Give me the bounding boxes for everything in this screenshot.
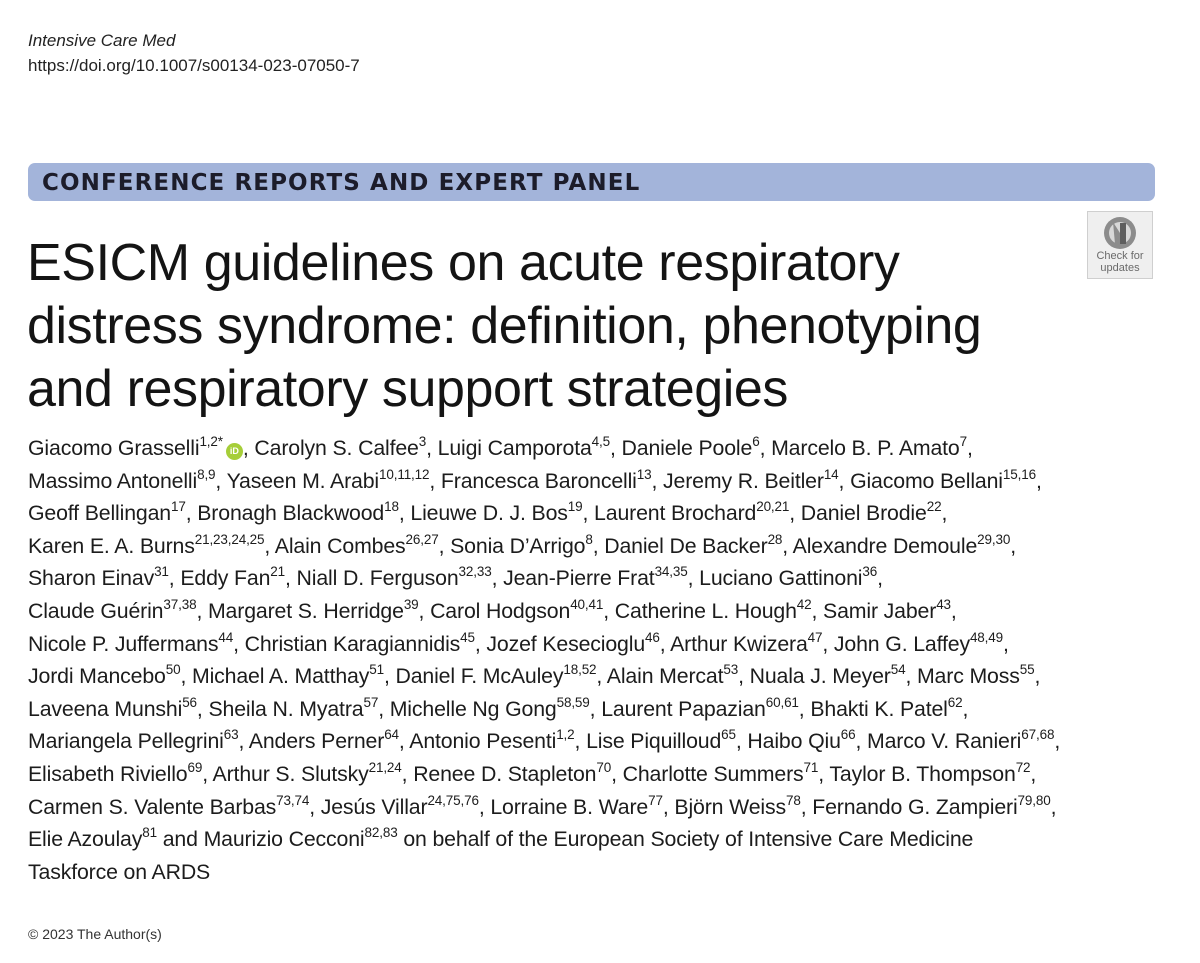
affiliation-superscript: 69 [187, 759, 203, 775]
author-text: , Bronagh Blackwood [185, 501, 385, 526]
affiliation-superscript: 79,80 [1017, 792, 1051, 808]
author-text: Sharon Einav [28, 566, 155, 591]
affiliation-superscript: 72 [1015, 759, 1031, 775]
author-text: , Daniel F. McAuley [383, 664, 564, 689]
author-text: , Marcelo B. P. Amato [759, 436, 960, 460]
affiliation-superscript: 42 [796, 596, 812, 612]
affiliation-superscript: 51 [369, 662, 384, 678]
author-text: , Charlotte Summers [611, 761, 804, 786]
author-text: , Anders Perner [238, 729, 385, 754]
author-text: , Daniel Brodie [789, 501, 927, 526]
author-text: , Daniele Poole [610, 436, 753, 460]
affiliation-superscript: 44 [218, 629, 234, 645]
affiliation-superscript: 10,11,12 [379, 466, 430, 482]
author-text: , Renee D. Stapleton [401, 761, 597, 786]
author-text: , Laurent Brochard [582, 501, 757, 526]
affiliation-superscript: 50 [165, 662, 181, 678]
affiliation-superscript: 13 [636, 466, 652, 482]
affiliation-superscript: 1,2 [556, 727, 575, 743]
affiliation-superscript: 18 [384, 499, 399, 515]
author-list [28, 432, 1148, 888]
copyright-notice: © 2023 The Author(s) [28, 926, 162, 942]
affiliation-superscript: 1,2* [199, 434, 223, 449]
author-text: , [1054, 729, 1061, 754]
affiliation-superscript: 43 [936, 596, 951, 612]
check-updates-icon [1103, 216, 1137, 250]
affiliation-superscript: 21,23,24,25 [194, 531, 265, 547]
author-line [28, 823, 1148, 856]
author-text: , Michael A. Matthay [180, 664, 370, 689]
author-text: Jordi Mancebo [28, 664, 166, 689]
affiliation-superscript: 73,74 [276, 792, 310, 808]
affiliation-superscript: 26,27 [405, 531, 439, 547]
author-text: , Jozef Kesecioglu [474, 631, 646, 656]
check-updates-label-2: updates [1100, 262, 1140, 274]
author-text: , [877, 566, 883, 591]
author-text: Elisabeth Riviello [28, 761, 188, 786]
affiliation-superscript: 22 [926, 499, 942, 515]
affiliation-superscript: 4,5 [591, 434, 610, 449]
author-text: Elie Azoulay [28, 827, 143, 852]
affiliation-superscript: 64 [384, 727, 399, 743]
author-text: , Marc Moss [905, 664, 1020, 689]
affiliation-superscript: 60,61 [765, 694, 799, 710]
author-text: , Christian Karagiannidis [233, 631, 461, 656]
affiliation-superscript: 82,83 [364, 825, 398, 841]
affiliation-superscript: 67,68 [1021, 727, 1055, 743]
affiliation-superscript: 56 [182, 694, 197, 710]
author-text: , Samir Jaber [811, 598, 937, 623]
author-text: Laveena Munshi [28, 696, 183, 721]
author-line [28, 693, 1148, 726]
author-text: Karen E. A. Burns [28, 533, 195, 558]
title-line: ESICM guidelines on acute respiratory [27, 234, 900, 292]
affiliation-superscript: 70 [596, 759, 612, 775]
affiliation-superscript: 46 [645, 629, 660, 645]
author-text: , Luciano Gattinoni [687, 566, 863, 591]
affiliation-superscript: 34,35 [654, 564, 688, 580]
affiliation-superscript: 77 [648, 792, 663, 808]
author-text: , [1030, 761, 1037, 786]
author-text: , Taylor B. Thompson [818, 761, 1016, 786]
author-text: , Lieuwe D. J. Bos [398, 501, 568, 526]
title-line: distress syndrome: definition, phenotyping [27, 297, 982, 355]
affiliation-superscript: 19 [567, 499, 583, 515]
author-text: Taskforce on ARDS [28, 859, 211, 884]
author-text: Massimo Antonelli [28, 468, 198, 493]
affiliation-superscript: 18,52 [563, 662, 597, 678]
author-text: Giacomo Grasselli [28, 436, 200, 460]
affiliation-superscript: 78 [785, 792, 801, 808]
author-text: , [1003, 631, 1009, 656]
affiliation-superscript: 21 [270, 564, 286, 580]
author-text: , [1034, 664, 1041, 689]
affiliation-superscript: 66 [840, 727, 856, 743]
author-text: and Maurizio Cecconi [156, 827, 365, 852]
author-text: , Fernando G. Zampieri [800, 794, 1018, 819]
affiliation-superscript: 24,75,76 [427, 792, 479, 808]
affiliation-superscript: 17 [171, 499, 186, 515]
author-line [28, 530, 1148, 563]
author-text: , [1050, 794, 1057, 819]
affiliation-superscript: 62 [947, 694, 963, 710]
affiliation-superscript: 57 [363, 694, 379, 710]
author-text: , [962, 696, 969, 721]
orcid-icon[interactable]: iD [226, 443, 243, 460]
affiliation-superscript: 15,16 [1002, 466, 1036, 482]
author-line [28, 432, 1148, 465]
affiliation-superscript: 63 [223, 727, 239, 743]
author-text: , [941, 501, 948, 526]
author-line [28, 497, 1148, 530]
author-text: , Bhakti K. Patel [798, 696, 948, 721]
author-text: , Lise Piquilloud [574, 729, 722, 754]
author-text: , Lorraine B. Ware [478, 794, 649, 819]
author-text: , Björn Weiss [662, 794, 786, 819]
title-line: and respiratory support strategies [27, 360, 789, 418]
author-line [28, 725, 1148, 758]
author-text: , Alain Combes [264, 533, 406, 558]
author-text: , Alexandre Demoule [782, 533, 978, 558]
doi-link[interactable]: https://doi.org/10.1007/s00134-023-07050-7 [28, 56, 360, 75]
affiliation-superscript: 58,59 [556, 694, 590, 710]
affiliation-superscript: 45 [460, 629, 475, 645]
author-line [28, 791, 1148, 824]
affiliation-superscript: 8,9 [197, 466, 216, 482]
author-text: , Michelle Ng Gong [378, 696, 557, 721]
journal-name: Intensive Care Med [28, 31, 176, 50]
affiliation-superscript: 6 [752, 434, 760, 449]
affiliation-superscript: 31 [154, 564, 169, 580]
affiliation-superscript: 32,33 [458, 564, 492, 580]
author-text: , Alain Mercat [596, 664, 724, 689]
author-line [28, 562, 1148, 595]
affiliation-superscript: 8 [585, 531, 593, 547]
author-text: , [1035, 468, 1042, 493]
author-line [28, 465, 1148, 498]
author-text: , [950, 598, 957, 623]
author-text: , [966, 436, 973, 460]
affiliation-superscript: 29,30 [977, 531, 1011, 547]
affiliation-superscript: 65 [721, 727, 736, 743]
author-text: Claude Guérin [28, 598, 164, 623]
affiliation-superscript: 21,24 [368, 759, 402, 775]
affiliation-superscript: 47 [807, 629, 823, 645]
author-line [28, 856, 1148, 889]
author-text: , Yaseen M. Arabi [215, 468, 380, 493]
author-text: , Nuala J. Meyer [738, 664, 891, 689]
author-text: , Sonia D’Arrigo [438, 533, 586, 558]
author-text: , Carolyn S. Calfee [242, 436, 419, 460]
affiliation-superscript: 53 [723, 662, 739, 678]
check-for-updates-button[interactable] [1087, 211, 1153, 279]
affiliation-superscript: 40,41 [570, 596, 604, 612]
affiliation-superscript: 7 [959, 434, 967, 449]
author-text: , Francesca Baroncelli [429, 468, 637, 493]
author-text: , Antonio Pesenti [398, 729, 557, 754]
check-updates-label-1: Check for [1096, 250, 1144, 262]
author-text: , Giacomo Bellani [838, 468, 1003, 493]
author-text: , Daniel De Backer [592, 533, 768, 558]
affiliation-superscript: 71 [803, 759, 819, 775]
affiliation-superscript: 54 [890, 662, 906, 678]
author-text: , John G. Laffey [822, 631, 970, 656]
author-text: , Arthur S. Slutsky [202, 761, 369, 786]
author-text: Nicole P. Juffermans [28, 631, 219, 656]
author-text: Carmen S. Valente Barbas [28, 794, 277, 819]
affiliation-superscript: 28 [767, 531, 783, 547]
affiliation-superscript: 14 [823, 466, 839, 482]
author-text: , Carol Hodgson [418, 598, 571, 623]
section-banner [28, 163, 1155, 201]
author-text: , Jeremy R. Beitler [651, 468, 824, 493]
author-text: , Luigi Camporota [426, 436, 592, 460]
author-line [28, 628, 1148, 661]
paper-title [27, 232, 1067, 421]
affiliation-superscript: 81 [142, 825, 157, 841]
author-text: , Marco V. Ranieri [855, 729, 1022, 754]
author-text: , Haibo Qiu [735, 729, 841, 754]
author-text: , Jean-Pierre Frat [491, 566, 655, 591]
author-text: Geoff Bellingan [28, 501, 171, 526]
affiliation-superscript: 36 [862, 564, 878, 580]
author-text: , Catherine L. Hough [603, 598, 797, 623]
author-text: , Niall D. Ferguson [285, 566, 459, 591]
author-text: , Laurent Papazian [589, 696, 766, 721]
author-text: , Sheila N. Myatra [196, 696, 364, 721]
author-line [28, 595, 1148, 628]
affiliation-superscript: 48,49 [969, 629, 1003, 645]
affiliation-superscript: 20,21 [756, 499, 790, 515]
section-banner-label: CONFERENCE REPORTS AND EXPERT PANEL [42, 170, 641, 196]
author-text: , [1010, 533, 1016, 558]
affiliation-superscript: 55 [1019, 662, 1035, 678]
author-line [28, 758, 1148, 791]
author-text: on behalf of the European Society of Intensive Care Medicine [397, 827, 974, 852]
author-text: Mariangela Pellegrini [28, 729, 224, 754]
affiliation-superscript: 39 [403, 596, 419, 612]
author-text: , Margaret S. Herridge [196, 598, 404, 623]
author-text: , Eddy Fan [168, 566, 271, 591]
author-text: , Arthur Kwizera [659, 631, 808, 656]
author-text: , Jesús Villar [309, 794, 428, 819]
affiliation-superscript: 3 [418, 434, 427, 449]
author-line [28, 660, 1148, 693]
affiliation-superscript: 37,38 [163, 596, 197, 612]
